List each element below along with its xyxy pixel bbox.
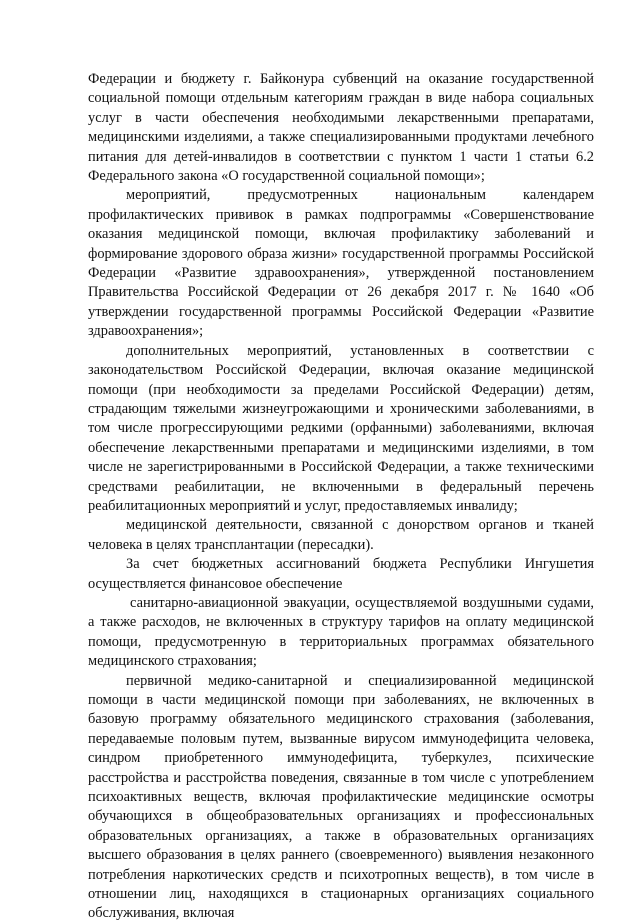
paragraph-additional-events: дополнительных мероприятий, установленных в соответствии с законодательством Российской Федерации, включая оказание медицинской помощи (при необходимости за пределами Российской Федерации) детям, страдающим тяжелыми жизнеугрожающими и хроническими заболеваниями, в том числе прогрессирующими редкими (орфанными) заболеваниями, включая обеспечение лекарственными препаратами и медицинскими изделиями, в том числе не зарегистрированными в Российской Федерации, а также техническими средствами реабилитации, не включенными в федеральный перечень реабилитационных мероприятий и услуг, предоставляемых инвалиду; xyxy=(88,342,594,514)
paragraph-vaccination-events: мероприятий, предусмотренных национальным календарем профилактических прививок в рамках подпрограммы «Совершенствование оказания медицинской помощи, включая профилактику заболеваний и формирование здорового образа жизни» государственной программы Российской Федерации «Развитие здравоохранения», утвержденной постановлением Правительства Российской Федерации от 26 декабря 2017 г. № 1640 «Об утверждении государственной программы Российской Федерации «Развитие здравоохранения»; xyxy=(88,187,594,340)
paragraph-continuation: Федерации и бюджету г. Байконура субвенций на оказание государственной социальной помощи отдельным категориям граждан в виде набора социальных услуг в части обеспечения необходимыми лекарственными препаратами, медицинскими изделиями, а также специализированными продуктами лечебного питания для детей-инвалидов в соответствии с пунктом 1 части 1 статьи 6.2 Федерального закона «О государственной социальной помощи»; xyxy=(88,71,594,185)
paragraph-organ-donation: медицинской деятельности, связанной с донорством органов и тканей человека в целях трансплантации (пересадки). xyxy=(88,517,594,553)
paragraph-ingushetia-budget: За счет бюджетных ассигнований бюджета Республики Ингушетия осуществляется финансовое обеспечение xyxy=(88,556,594,592)
document-body xyxy=(88,70,594,924)
paragraph-air-evacuation: санитарно-авиационной эвакуации, осуществляемой воздушными судами, а также расходов, не включенных в структуру тарифов на оплату медицинской помощи, предусмотренную в территориальных программах обязательного медицинского страхования; xyxy=(88,594,594,670)
paragraph-primary-care: первичной медико-санитарной и специализированной медицинской помощи в части медицинской помощи при заболеваниях, не включенных в базовую программу обязательного медицинского страхования (заболевания, передаваемые половым путем, вызванные вирусом иммунодефицита человека, синдром приобретенного иммунодефицита, туберкулез, психические расстройства и расстройства поведения, связанные в том числе с употреблением психоактивных веществ, включая профилактические медицинские осмотры обучающихся в общеобразовательных организациях и профессиональных образовательных организациях, а также в образовательных организациях высшего образования в целях раннего (своевременного) выявления незаконного потребления наркотических средств и психотропных веществ), в том числе в отношении лиц, находящихся в стационарных организациях социального обслуживания, включая xyxy=(88,672,594,922)
